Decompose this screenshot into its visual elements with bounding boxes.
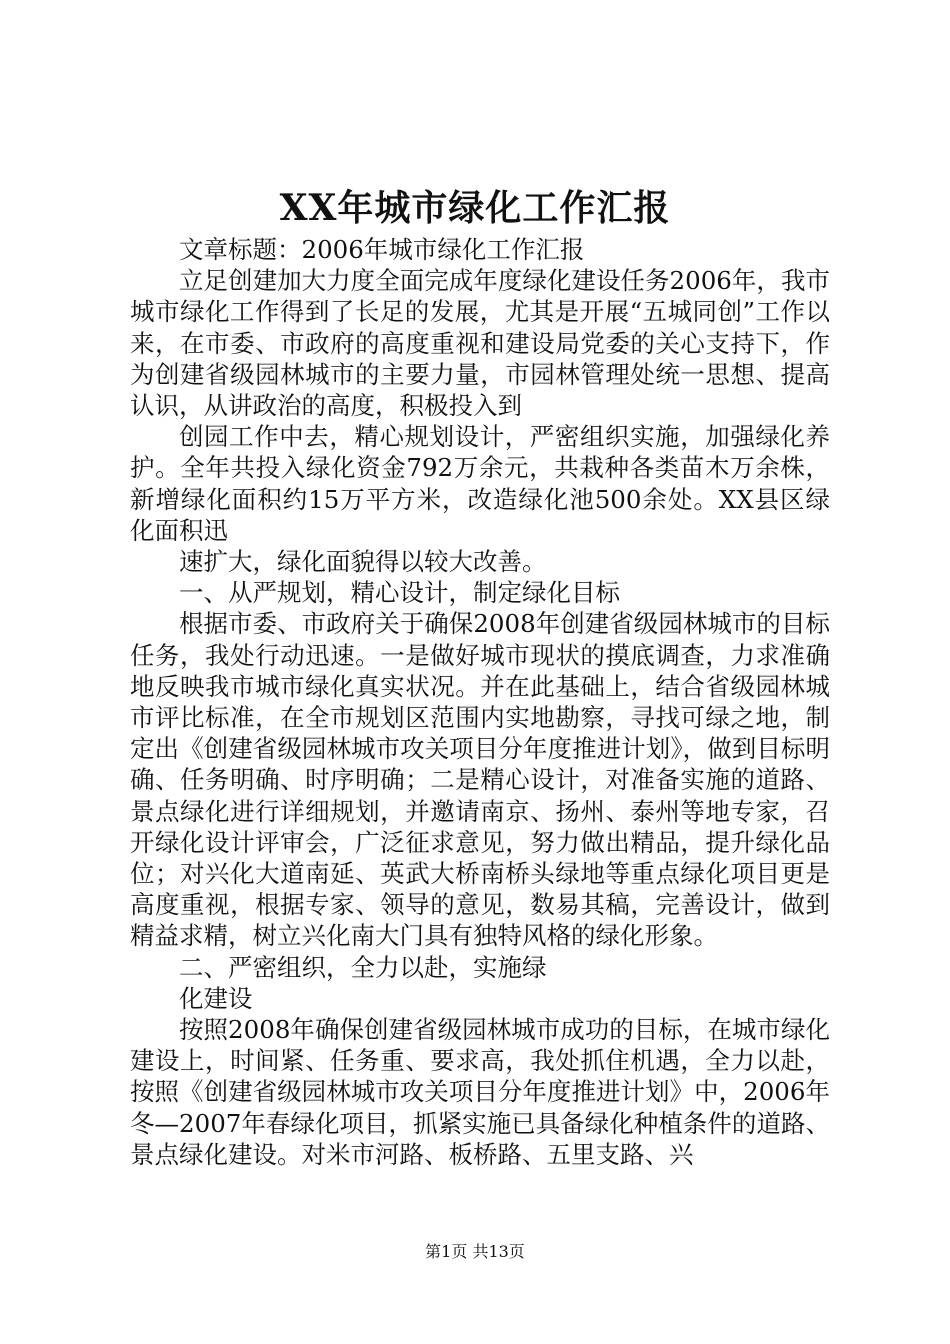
document-title: XX年城市绿化工作汇报: [279, 187, 671, 229]
section-heading-organization: 二、严密组织，全力以赴，实施绿: [179, 952, 547, 982]
paragraph-investment: 创园工作中去，精心规划设计，严密组织实施，加强绿化养护。全年共投入绿化资金792万余元，共栽种各类苗木万余株，新增绿化面积约15万平方米，改造绿化池500余处。XX县区绿化面积迅: [130, 422, 830, 545]
paragraph-planning: 根据市委、市政府关于确保2008年创建省级园林城市的目标任务，我处行动迅速。一是做好城市现状的摸底调查，力求准确地反映我市城市绿化真实状况。并在此基础上，结合省级园林城市评比标准，在全市规划区范围内实地勘察，寻找可绿之地，制定出《创建省级园林城市攻关项目分年度推进计划》，做到目标明确、任务明确、时序明确；二是精心设计，对准备实施的道路、景点绿化进行详细规划，并邀请南京、扬州、泰州等地专家，召开绿化设计评审会，广泛征求意见，努力做出精品，提升绿化品位；对兴化大道南延、英武大桥南桥头绿地等重点绿化项目更是高度重视，根据专家、领导的意见，数易其稿，完善设计，做到精益求精，树立兴化南大门具有独特风格的绿化形象。: [130, 609, 830, 951]
section-heading-planning: 一、从严规划，精心设计，制定绿化目标: [179, 578, 620, 608]
page-footer: 第1页 共13页: [425, 1242, 525, 1261]
section-heading-organization-cont: 化建设: [179, 983, 253, 1013]
document-body: [130, 234, 830, 1170]
paragraph-intro: 立足创建加大力度全面完成年度绿化建设任务2006年，我市城市绿化工作得到了长足的发展，尤其是开展“五城同创”工作以来，在市委、市政府的高度重视和建设局党委的关心支持下，作为创建省级园林城市的主要力量，市园林管理处统一思想、提高认识，从讲政治的高度，积极投入到: [130, 266, 830, 421]
paragraph-construction: 按照2008年确保创建省级园林城市成功的目标，在城市绿化建设上，时间紧、任务重、要求高，我处抓住机遇，全力以赴，按照《创建省级园林城市攻关项目分年度推进计划》中，2006年冬—2007年春绿化项目，抓紧实施已具备绿化种植条件的道路、景点绿化建设。对米市河路、板桥路、五里支路、兴: [130, 1015, 830, 1169]
paragraph-article-title: 文章标题：2006年城市绿化工作汇报: [179, 235, 585, 264]
paragraph-expansion: 速扩大，绿化面貌得以较大改善。: [179, 547, 547, 577]
